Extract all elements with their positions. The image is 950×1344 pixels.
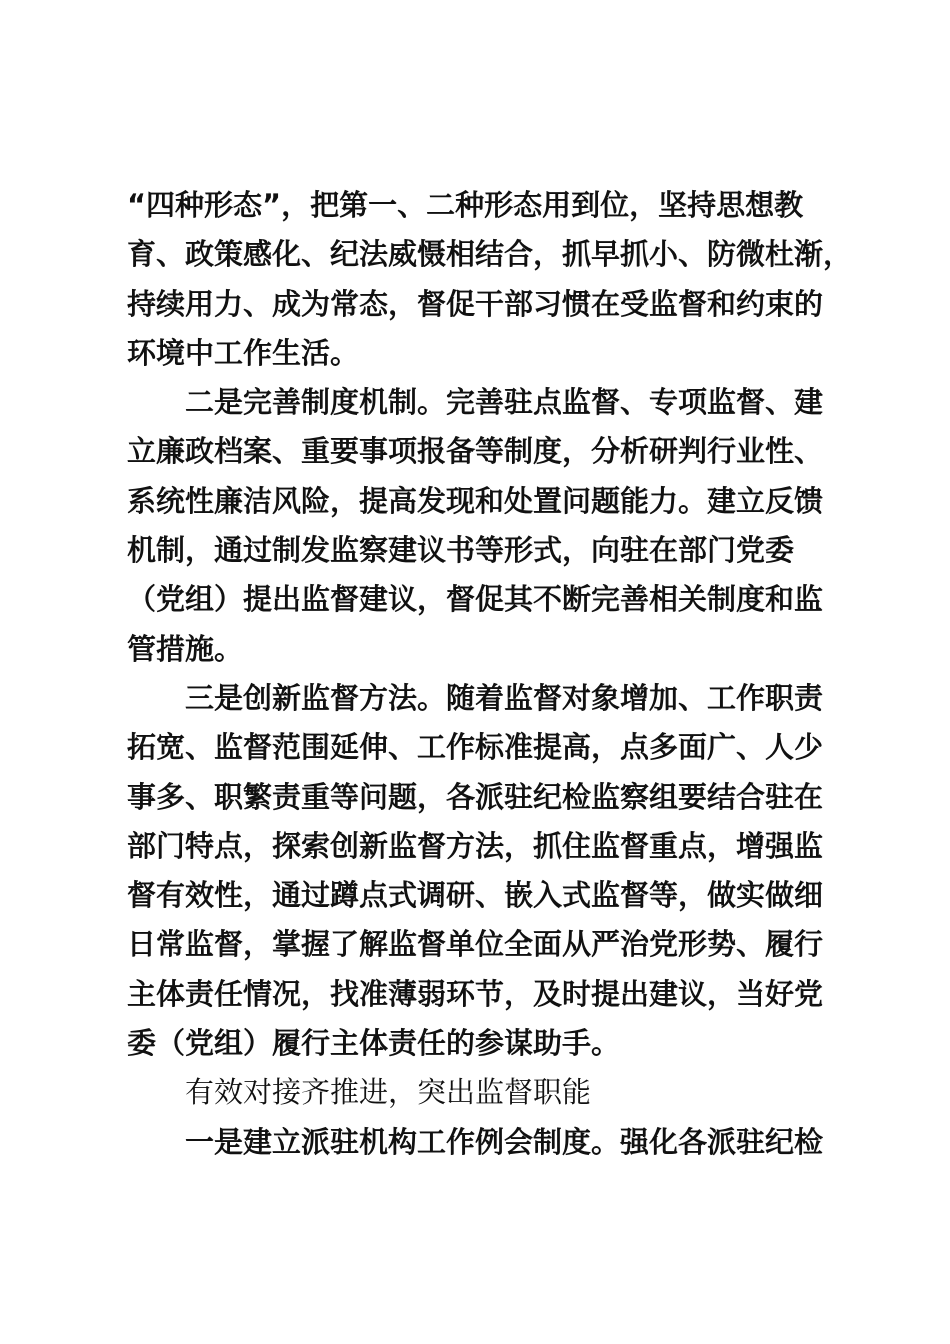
text-line (127, 427, 839, 476)
text-line (127, 970, 839, 1019)
line-text: 二是完善制度机制。完善驻点监督、专项监督、建 (185, 385, 824, 420)
line-text: 系统性廉洁风险，提高发现和处置问题能力。建立反馈 (127, 483, 824, 518)
text-line (127, 329, 839, 378)
text-line (127, 920, 839, 969)
line-text: 一是建立派驻机构工作例会制度。强化各派驻纪检 (185, 1124, 824, 1159)
line-text: 主体责任情况，找准薄弱环节，及时提出建议，当好党 (127, 976, 824, 1011)
text-line (127, 181, 839, 230)
text-line (127, 723, 839, 772)
section-heading-text: 有效对接齐推进，突出监督职能 (185, 1075, 592, 1110)
line-text: 环境中工作生活。 (127, 335, 360, 370)
line-text: 三是创新监督方法。随着监督对象增加、工作职责 (185, 680, 824, 715)
text-line (127, 575, 839, 624)
text-line (127, 1019, 839, 1068)
line-text: 日常监督，掌握了解监督单位全面从严治党形势、履行 (127, 927, 824, 962)
text-line (127, 822, 839, 871)
line-text: 育、政策感化、纪法威慑相结合，抓早抓小、防微杜渐， (127, 237, 853, 272)
line-text: 管措施。 (127, 631, 244, 666)
text-line (127, 230, 853, 279)
text-line (127, 625, 839, 674)
paragraph-start-line (127, 674, 839, 723)
text-line (127, 773, 839, 822)
paragraph-start-line (127, 378, 839, 427)
section-heading (127, 1068, 839, 1117)
line-text: 机制，通过制发监察建议书等形式，向驻在部门党委 (127, 533, 795, 568)
body-text (127, 181, 853, 1167)
line-text: 持续用力、成为常态，督促干部习惯在受监督和约束的 (127, 286, 824, 321)
paragraph-start-line (127, 1118, 839, 1167)
line-text: 委（党组）履行主体责任的参谋助手。 (127, 1026, 621, 1061)
line-text: （党组）提出监督建议，督促其不断完善相关制度和监 (127, 582, 824, 617)
line-text: 拓宽、监督范围延伸、工作标准提高，点多面广、人少 (127, 730, 824, 765)
line-text: 事多、职繁责重等问题，各派驻纪检监察组要结合驻在 (127, 779, 824, 814)
line-text: 督有效性，通过蹲点式调研、嵌入式监督等，做实做细 (127, 878, 824, 913)
line-text: 立廉政档案、重要事项报备等制度，分析研判行业性、 (127, 434, 824, 469)
text-line (127, 526, 839, 575)
text-line (127, 280, 839, 329)
text-line (127, 871, 839, 920)
text-line (127, 477, 839, 526)
line-text: “四种形态”，把第一、二种形态用到位，坚持思想教 (127, 188, 804, 222)
line-text: 部门特点，探索创新监督方法，抓住监督重点，增强监 (127, 828, 824, 863)
